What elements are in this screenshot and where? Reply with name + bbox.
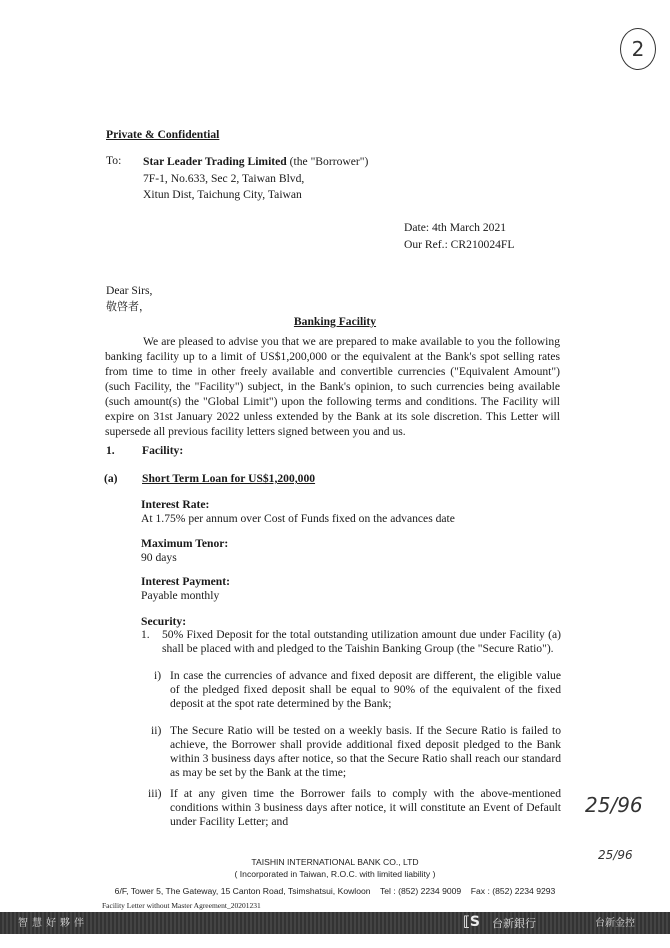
security-heading: Security: <box>141 615 187 628</box>
address-line-2: Xitun Dist, Taichung City, Taiwan <box>143 188 302 201</box>
security-subitem-i: i) In case the currencies of advance and fixed deposit are different, the eligible value of the pledged fixed deposit shall be equal to 90% of the equivalent of the fixed deposit at the spot rate determined by the Bank; <box>154 669 561 710</box>
recipient-name: Star Leader Trading Limited <box>143 155 287 168</box>
term-interest-rate: Interest Rate: At 1.75% per annum over Cost of Funds fixed on the advances date <box>141 498 455 525</box>
brand-slogan: 智慧好夥伴 <box>18 918 88 929</box>
bottom-brand-bar <box>0 912 670 934</box>
holding-logo-text: 台新金控 <box>595 918 635 929</box>
salutation-chinese: 敬啓者， <box>106 300 150 313</box>
document-title: Banking Facility <box>293 315 377 328</box>
footer-fax: Fax : (852) 2234 9293 <box>470 886 556 896</box>
term-maximum-tenor: Maximum Tenor: 90 days <box>141 537 229 564</box>
footer-tel: Tel : (852) 2234 9009 <box>379 886 462 896</box>
confidential-label: Private & Confidential <box>106 128 220 141</box>
to-label: To: <box>106 154 122 167</box>
taishin-logo-icon: ⟦S <box>463 914 480 930</box>
section-1-heading: 1. Facility: <box>106 444 184 457</box>
facility-a-heading: (a) Short Term Loan for US$1,200,000 <box>104 472 316 485</box>
letter-date: Date: 4th March 2021 <box>404 221 507 234</box>
security-item-1: 1. 50% Fixed Deposit for the total outstanding utilization amount due under Facility (a) shall be placed with and pledged to the Taishin Banking Group (the "Secure Ratio"). <box>141 628 561 655</box>
intro-paragraph: We are pleased to advise you that we are prepared to make available to you the following banking facility up to a limit of US$1,200,000 or the equivalent at the Bank's spot selling rates from time to time in other freely available and convertible currencies ("Equivalent Amount") (such Facility, the "Facility") subject, in the Bank's opinion, to such currencies being available (such amount(s) the "Global Limit") upon the following terms and conditions. The Facility will expire on 31st January 2022 unless extended by the Bank at its sole discretion. This Letter will supersede all previous facility letters signed between you and us. <box>105 335 560 438</box>
security-subitem-iii: iii) If at any given time the Borrower fails to comply with the above-mentioned conditions within 3 business days after notice, it will constitute an Event of Default under Facility Letter; and <box>148 787 561 828</box>
term-interest-payment: Interest Payment: Payable monthly <box>141 575 230 602</box>
recipient-address <box>143 154 368 204</box>
salutation-english: Dear Sirs, <box>106 284 153 297</box>
footer-address: 6/F, Tower 5, The Gateway, 15 Canton Road, Tsimshatsui, Kowloon <box>114 886 371 896</box>
page-number-circle: 2 <box>620 28 656 70</box>
address-line-1: 7F-1, No.633, Sec 2, Taiwan Blvd, <box>143 171 305 185</box>
recipient-name-suffix: (the "Borrower") <box>289 155 369 168</box>
salutation <box>106 283 152 315</box>
footer-contact <box>0 884 670 898</box>
handwritten-page-count-small: 25/96 <box>598 848 633 862</box>
bank-logo-text: 台新銀行 <box>492 917 536 930</box>
security-subitem-ii: ii) The Secure Ratio will be tested on a weekly basis. If the Secure Ratio is failed to achieve, the Borrower shall provide additional fixed deposit pledged to the Bank within 3 business days after notice, so that the Secure Ratio shall reach our standard as may be set by the Bank at the time; <box>151 724 561 779</box>
handwritten-page-count: 25/96 <box>585 793 643 817</box>
footer-incorporation: ( Incorporated in Taiwan, R.O.C. with limited liability ) <box>234 869 436 879</box>
footer-document-id: Facility Letter without Master Agreement_20201231 <box>102 901 261 910</box>
letter-meta <box>404 220 514 253</box>
recipient-block <box>106 154 121 168</box>
letter-reference: Our Ref.: CR210024FL <box>404 237 515 251</box>
footer-bank-name: TAISHIN INTERNATIONAL BANK CO., LTD <box>251 857 419 867</box>
